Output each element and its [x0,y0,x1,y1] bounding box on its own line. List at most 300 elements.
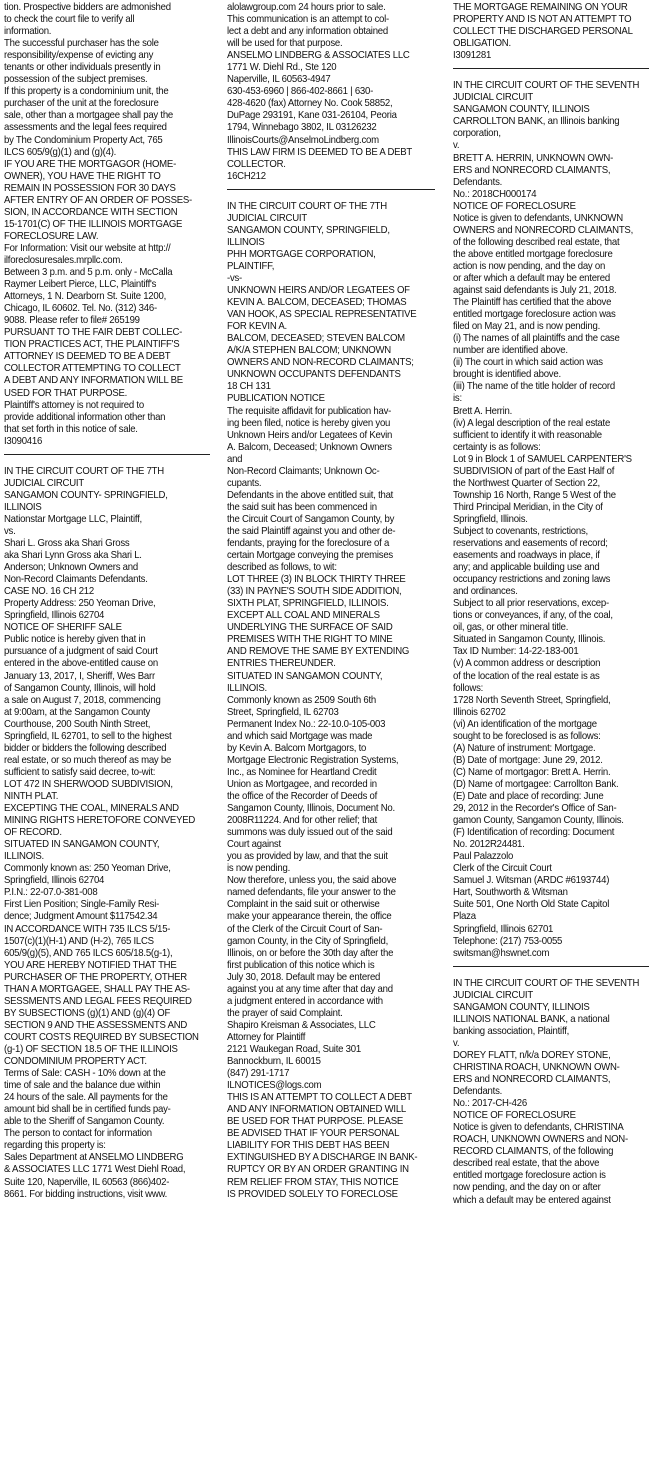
notice-text-line: IN THE CIRCUIT COURT OF THE SEVENTH [453,977,640,989]
notice-text-line: Public notice is hereby given that in [4,634,146,646]
notice-text-line: OF RECORD. [4,827,62,839]
notice-text-line: OWNERS AND NON-RECORD CLAIMANTS; [227,357,414,369]
notice-text-line: SION, IN ACCORDANCE WITH SECTION [4,206,178,218]
notice-text-line: able to the Sheriff of Sangamon County. [4,1116,165,1128]
notice-text-line: purchaser of the unit at the foreclosure [4,98,159,110]
notice-text-line: FORECLOSURE LAW. [4,230,99,242]
notice-text-line: easements and roadways in place, if [453,550,600,562]
notice-text-line: v. [453,140,460,152]
notice-text-line: now pending, and the day on or after [453,1182,601,1194]
notice-text-line: CASE NO. 16 CH 212 [4,586,94,598]
notice-text-line: SANGAMON COUNTY, ILLINOIS [453,1001,590,1013]
notice-text-line: oil, gas, or other mineral title. [453,622,569,634]
notice-text-line: occupancy restrictions and zoning laws [453,574,611,586]
notice-text-line: IN THE CIRCUIT COURT OF THE 7TH [227,200,387,212]
notice-text-line: summons was duly issued out of the said [227,827,393,839]
notice-text-line: Suite 501, One North Old State Capitol [453,899,610,911]
notice-text-line: SESSMENTS AND LEGAL FEES REQUIRED [4,995,192,1007]
notice-text-line: LOT THREE (3) IN BLOCK THIRTY THREE [227,574,406,586]
notice-text-line: named defendants, file your answer to the [227,887,396,899]
notice-text-line: 29, 2012 in the Recorder's Office of San- [453,803,617,815]
notice-text-line: possession of the subject premises. [4,74,148,86]
notice-text-line: action is now pending, and the day on [453,260,606,272]
notice-text-line: entitled mortgage foreclosure action was [453,309,616,321]
notice-text-line: PURSUANT TO THE FAIR DEBT COLLEC- [4,327,183,339]
notice-text-line: Plaza [453,911,476,923]
notice-text-line: RUPTCY OR BY AN ORDER GRANTING IN [227,1164,409,1176]
notice-text-line: to check the court file to verify all [4,14,135,26]
notice-text-line: ILLINOIS [4,501,42,513]
notice-text-line: Tax ID Number: 14-22-183-001 [453,646,579,658]
notice-text-line: ing been filed, notice is hereby given you [227,417,391,429]
notice-text-line: (v) A common address or description [453,658,601,670]
notice-text-line: Springfield, Illinois 62704 [4,875,105,887]
notice-text-line: The successful purchaser has the sole [4,38,159,50]
notice-text-line: v. [453,1037,460,1049]
notice-text-line: against you at any time after that day and [227,983,393,995]
notice-text-line: Hart, Southworth & Witsman [453,887,568,899]
notice-text-line: Notice is given to defendants, CHRISTINA [453,1122,624,1134]
notice-separator-rule [4,454,210,455]
notice-text-line: FOR KEVIN A. [227,321,287,333]
notice-text-line: real estate, or so much thereof as may be [4,754,172,766]
notice-text-line: and [227,453,243,465]
notice-text-line: ILLINOIS [227,236,265,248]
notice-text-line: dence; Judgment Amount $117542.34 [4,911,158,923]
notice-text-line: ILLINOIS. [227,682,267,694]
notice-text-line: SANGAMON COUNTY, SPRINGFIELD, [227,224,390,236]
notice-text-line: NOTICE OF SHERIFF SALE [4,622,122,634]
notice-text-line: Attorney for Plaintiff [227,1031,306,1043]
notice-text-line: Shapiro Kreisman & Associates, LLC [227,1019,376,1031]
notice-text-line: EXCEPTING THE COAL, MINERALS AND [4,803,179,815]
notice-text-line: entitled mortgage foreclosure action is [453,1170,606,1182]
notice-text-line: No.: 2018CH000174 [453,188,537,200]
notice-text-line: (B) Date of mortgage: June 29, 2012. [453,754,603,766]
notice-text-line: CARROLLTON BANK, an Illinois banking [453,116,620,128]
notice-text-line: the said Plaintiff against you and other de- [227,525,396,537]
notice-text-line: 428-4620 (fax) Attorney No. Cook 58852, [227,98,393,110]
notice-text-line: Lot 9 in Block 1 of SAMUEL CARPENTER'S [453,453,632,465]
legal-notice [4,2,210,448]
notice-text-line: Illinois, on or before the 30th day after the [227,947,394,959]
notice-text-line: REMAIN IN POSSESSION FOR 30 DAYS [4,182,176,194]
notice-text-line: The requisite affidavit for publication hav- [227,405,392,417]
notice-text-line: filed on May 21, and is now pending. [453,321,600,333]
notice-text-line: OBLIGATION. [453,38,511,50]
notice-text-line: IN THE CIRCUIT COURT OF THE SEVENTH [453,80,640,92]
notice-text-line: REM RELIEF FROM STAY, THIS NOTICE [227,1176,399,1188]
notice-text-line: -vs- [227,272,243,284]
notice-text-line: Attorneys, 1 N. Dearborn St. Suite 1200, [4,291,167,303]
notice-text-line: against said defendants is July 21, 2018. [453,285,617,297]
notice-text-line: COLLECTOR ATTEMPTING TO COLLECT [4,363,181,375]
notice-text-line: described as follows, to wit: [227,562,337,574]
notice-text-line: a sale on August 7, 2018, commencing [4,694,161,706]
notice-text-line: THAN A MORTGAGEE, SHALL PAY THE AS- [4,983,190,995]
notice-text-line: Third Principal Meridian, in the City of [453,501,603,513]
notice-text-line: of the Clerk of the Circuit Court of San- [227,923,383,935]
notice-text-line: the Northwest Quarter of Section 22, [453,477,600,489]
notice-text-line: Commonly known as: 250 Yeoman Drive, [4,863,171,875]
notice-text-line: RECORD CLAIMANTS, of the following [453,1146,614,1158]
notice-text-line: 9088. Please refer to file# 265199 [4,315,140,327]
notice-text-line: Springfield, Illinois 62701 [453,923,554,935]
legal-notice [453,80,649,959]
notice-text-line: JUDICIAL CIRCUIT [453,989,533,1001]
notice-text-line: 2008R11224. And for other relief; that [227,815,378,827]
notice-text-line: Union as Mortgagee, and recorded in [227,778,377,790]
notice-text-line: ILCS 605/9(g)(1) and (g)(4). [4,146,117,158]
notice-text-line: ATTORNEY IS DEEMED TO BE A DEBT [4,351,171,363]
notice-text-line: the said suit has been commenced in [227,501,377,513]
notice-text-line: For Information: Visit our website at http:// [4,242,171,254]
notice-text-line: Subject to covenants, restrictions, [453,525,588,537]
notice-text-line: SIXTH PLAT, SPRINGFIELD, ILLINOIS. [227,598,389,610]
notice-text-line: follows: [453,682,484,694]
notice-text-line: KEVIN A. BALCOM, DECEASED; THOMAS [227,297,407,309]
legal-notice [227,2,435,183]
notice-text-line: Illinois 62702 [453,706,506,718]
notice-text-line: The person to contact for information [4,1128,152,1140]
notice-text-line: the Circuit Court of Sangamon County, by [227,513,395,525]
legal-notice [227,201,435,1201]
notice-text-line: a judgment entered in accordance with [227,995,383,1007]
notice-text-line: gamon County, in the City of Springfield, [227,935,389,947]
notice-text-line: tion. Prospective bidders are admonished [4,2,171,13]
notice-text-line: THE MORTGAGE REMAINING ON YOUR [453,2,628,13]
notice-text-line: Inc., as Nominee for Heartland Credit [227,766,377,778]
notice-text-line: OWNER), YOU HAVE THE RIGHT TO [4,170,161,182]
notice-text-line: described real estate, that the above [453,1158,600,1170]
notice-text-line: Springfield, IL 62701, to sell to the highest [4,730,172,742]
notice-text-line: JUDICIAL CIRCUIT [227,212,307,224]
notice-text-line: SUBDIVISION of part of the East Half of [453,465,615,477]
notice-text-line: Situated in Sangamon County, Illinois. [453,634,606,646]
notice-text-line: make your appearance therein, the office [227,911,392,923]
notice-text-line: sought to be foreclosed is as follows: [453,730,601,742]
notice-text-line: ANSELMO LINDBERG & ASSOCIATES LLC [227,50,410,62]
notice-text-line: amount bid shall be in certified funds pay- [4,1104,171,1116]
legal-notice [453,2,649,62]
column-right [453,2,649,1207]
notice-text-line: Non-Record Claimants Defendants. [4,574,148,586]
notice-text-line: Now therefore, unless you, the said above [227,875,397,887]
notice-text-line: EXCEPT ALL COAL AND MINERALS [227,610,380,622]
notice-text-line: you as provided by law, and that the suit [227,851,388,863]
notice-text-line: ERS and NONRECORD CLAIMANTS, [453,164,611,176]
notice-text-line: SITUATED IN SANGAMON COUNTY, [4,839,160,851]
notice-text-line: Permanent Index No.: 22-10.0-105-003 [227,718,386,730]
notice-text-line: and which said Mortgage was made [227,730,373,742]
notice-text-line: Sangamon County, Illinois, Document No. [227,803,395,815]
notice-text-line: YOU ARE HEREBY NOTIFIED THAT THE [4,959,177,971]
notice-separator-rule [453,68,649,69]
notice-text-line: I3090416 [4,435,43,447]
notice-text-line: UNDERLYING THE SURFACE OF SAID [227,622,393,634]
notice-text-line: which a default may be entered against [453,1194,611,1206]
notice-text-line: Springfield, Illinois 62704 [4,610,105,622]
notice-text-line: Notice is given to defendants, UNKNOWN [453,212,623,224]
notice-text-line: is: [453,393,462,405]
notice-text-line: Chicago, IL 60602. Tel. No. (312) 346- [4,303,157,315]
notice-text-line: Between 3 p.m. and 5 p.m. only - McCalla [4,267,173,279]
notice-text-line: Defendants in the above entitled suit, that [227,489,394,501]
notice-text-line: (E) Date and place of recording: June [453,791,604,802]
notice-text-line: SECTION 9 AND THE ASSESSMENTS AND [4,1019,188,1031]
notice-text-line: VAN HOOK, AS SPECIAL REPRESENTATIVE [227,309,417,321]
notice-text-line: COURT COSTS REQUIRED BY SUBSECTION [4,1031,199,1043]
notice-text-line: provide additional information other than [4,411,166,423]
notice-text-line: CHRISTINA ROACH, UNKNOWN OWN- [453,1061,620,1073]
notice-text-line: THIS LAW FIRM IS DEEMED TO BE A DEBT [227,146,413,158]
notice-separator-rule [227,189,435,190]
notice-text-line: corporation, [453,128,501,140]
notice-text-line: A DEBT AND ANY INFORMATION WILL BE [4,375,183,387]
notice-text-line: (847) 291-1717 [227,1068,290,1080]
notice-text-line: vs. [4,525,16,537]
notice-text-line: ENTRIES THEREUNDER. [227,658,336,670]
notice-text-line: of Sangamon County, Illinois, will hold [4,682,156,694]
notice-text-line: Defendants. [453,176,503,188]
notice-text-line: SANGAMON COUNTY, ILLINOIS [453,104,590,116]
notice-text-line: BE USED FOR THAT PURPOSE. PLEASE [227,1116,404,1128]
notice-text-line: of the location of the real estate is as [453,670,600,682]
notice-text-line: lect a debt and any information obtained [227,26,388,38]
notice-text-line: Terms of Sale: CASH - 10% down at the [4,1068,166,1080]
notice-text-line: COLLECTOR. [227,158,286,170]
notice-text-line: USED FOR THAT PURPOSE. [4,387,128,399]
legal-notice [4,466,210,1201]
notice-text-line: COLLECT THE DISCHARGED PERSONAL [453,26,633,38]
notice-text-line: A. Balcom, Deceased; Unknown Owners [227,441,392,453]
notice-text-line: First Lien Position; Single-Family Resi- [4,899,160,911]
notice-text-line: and ordinances. [453,586,518,598]
notice-text-line: Courthouse, 200 South Ninth Street, [4,718,151,730]
notice-text-line: Suite 120, Naperville, IL 60563 (866)402- [4,1176,170,1188]
notice-text-line: Mortgage Electronic Registration Systems, [227,754,399,766]
notice-text-line: PREMISES WITH THE RIGHT TO MINE [227,634,393,646]
notice-text-line: that set forth in this notice of sale. [4,423,138,435]
notice-text-line: (F) Identification of recording: Document [453,827,615,839]
notice-text-line: (g-1) OF SECTION 18.5 OF THE ILLINOIS [4,1043,178,1055]
notice-text-line: MINING RIGHTS HERETOFORE CONVEYED [4,815,196,827]
notice-text-line: IN ACCORDANCE WITH 735 ILCS 5/15- [4,923,171,935]
notice-text-line: PHH MORTGAGE CORPORATION, [227,248,376,260]
notice-text-line: THIS IS AN ATTEMPT TO COLLECT A DEBT [227,1092,412,1104]
notice-text-line: This communication is an attempt to col- [227,14,389,26]
notice-text-line: (iv) A legal description of the real estate [453,417,611,429]
notice-text-line: the prayer of said Complaint. [227,1007,343,1019]
column-left [4,2,210,1201]
notice-text-line: (vi) An identification of the mortgage [453,718,597,730]
notice-text-line: at 9:00am, at the Sangamon County [4,706,151,718]
notice-text-line: by Kevin A. Balcom Mortgagors, to [227,742,367,754]
notice-text-line: Non-Record Claimants; Unknown Oc- [227,465,380,477]
notice-text-line: BY SUBSECTIONS (g)(1) AND (g)(4) OF [4,1007,171,1019]
notice-text-line: tions or conveyances, if any, of the coal, [453,610,613,622]
notice-text-line: Shari L. Gross aka Shari Gross [4,538,130,550]
notice-text-line: sale, other than a mortgagee shall pay the [4,110,174,122]
notice-text-line: PURCHASER OF THE PROPERTY, OTHER [4,971,187,983]
notice-text-line: assessments and the legal fees required [4,122,167,134]
notice-text-line: PUBLICATION NOTICE [227,393,325,405]
notice-text-line: ERS and NONRECORD CLAIMANTS, [453,1074,611,1086]
notice-text-line: switsman@hswnet.com [453,947,550,959]
notice-text-line: No. 2012R24481. [453,839,525,851]
notice-text-line: cupants. [227,477,262,489]
notice-text-line: AFTER ENTRY OF AN ORDER OF POSSES- [4,194,192,206]
notice-text-line: & ASSOCIATES LLC 1771 West Diehl Road, [4,1164,186,1176]
notice-text-line: Clerk of the Circuit Court [453,863,552,875]
notice-text-line: OWNERS and NONRECORD CLAIMANTS, [453,224,634,236]
notice-text-line: (i) The names of all plaintiffs and the case [453,333,620,345]
notice-text-line: (33) IN PAYNE'S SOUTH SIDE ADDITION, [227,586,402,598]
notice-text-line: Subject to all prior reservations, excep- [453,598,609,610]
notice-text-line: will be used for that purpose. [227,38,343,50]
notice-text-line: ILNOTICES@logs.com [227,1080,322,1092]
notice-text-line: Nationstar Mortgage LLC, Plaintiff, [4,513,142,525]
notice-text-line: Springfield, Illinois. [453,513,528,525]
notice-text-line: AND ANY INFORMATION OBTAINED WILL [227,1104,407,1116]
notice-text-line: NINTH PLAT. [4,791,59,802]
notice-text-line: P.I.N.: 22-07.0-381-008 [4,887,98,899]
notice-text-line: 1728 North Seventh Street, Springfield, [453,694,611,706]
notice-text-line: 630-453-6960 | 866-402-8661 | 630- [227,86,374,98]
notice-text-line: ilforeclosuresales.mrpllc.com. [4,254,123,266]
legal-notice [453,978,649,1207]
notice-text-line: IF YOU ARE THE MORTGAGOR (HOME- [4,158,177,170]
notice-text-line: PROPERTY AND IS NOT AN ATTEMPT TO [453,14,632,26]
notice-text-line: certainty is as follows: [453,441,541,453]
notice-text-line: SITUATED IN SANGAMON COUNTY, [227,670,383,682]
notice-text-line: I3091281 [453,50,492,62]
notice-text-line: If this property is a condominium unit, the [4,86,169,98]
notice-separator-rule [453,966,649,967]
notice-text-line: sufficient to satisfy said decree, to-wit: [4,766,156,778]
notice-text-line: EXTINGUISHED BY A DISCHARGE IN BANK- [227,1152,418,1164]
notice-text-line: The Plaintiff has certified that the above [453,297,612,309]
notice-text-line: (A) Nature of instrument: Mortgage. [453,742,596,754]
notice-text-line: (C) Name of mortgagor: Brett A. Herrin. [453,766,611,778]
notice-text-line: (D) Name of mortgagee: Carrollton Bank. [453,778,619,790]
notice-text-line: by The Condominium Property Act, 765 [4,134,163,146]
notice-text-line: 15-1701(C) OF THE ILLINOIS MORTGAGE [4,218,183,230]
notice-text-line: Street, Springfield, IL 62703 [227,706,339,718]
notice-text-line: BRETT A. HERRIN, UNKNOWN OWN- [453,152,614,164]
notice-text-line: sufficient to identify it with reasonable [453,429,602,441]
notice-text-line: Raymer Leibert Pierce, LLC, Plaintiff's [4,279,157,291]
notice-text-line: the above entitled mortgage foreclosure [453,248,613,260]
notice-text-line: Brett A. Herrin. [453,405,513,417]
notice-text-line: AND REMOVE THE SAME BY EXTENDING [227,646,410,658]
notice-text-line: alolawgroup.com 24 hours prior to sale. [227,2,386,13]
notice-text-line: Anderson; Unknown Owners and [4,562,138,574]
notice-text-line: BALCOM, DECEASED; STEVEN BALCOM [227,333,405,345]
notice-text-line: PLAINTIFF, [227,260,275,272]
notice-text-line: Township 16 North, Range 5 West of the [453,489,616,501]
notice-text-line: IS PROVIDED SOLELY TO FORECLOSE [227,1188,398,1200]
notice-text-line: the office of the Recorder of Deeds of [227,791,378,802]
notice-text-line: NOTICE OF FORECLOSURE [453,200,576,212]
notice-text-line: IllinoisCourts@AnselmoLindberg.com [227,134,379,146]
notice-text-line: DOREY FLATT, n/k/a DOREY STONE, [453,1049,611,1061]
notice-text-line: Naperville, IL 60563-4947 [227,74,331,86]
notice-text-line: Plaintiff's attorney is not required to [4,399,144,411]
notice-text-line: tenants or other individuals presently in [4,62,161,74]
notice-text-line: Sales Department at ANSELMO LINDBERG [4,1152,184,1164]
notice-text-line: TION PRACTICES ACT, THE PLAINTIFF'S [4,339,180,351]
notice-text-line: (iii) The name of the title holder of record [453,381,615,393]
column-middle [227,2,435,1201]
notice-text-line: aka Shari Lynn Gross aka Shari L. [4,550,142,562]
notice-text-line: NOTICE OF FORECLOSURE [453,1110,576,1122]
notice-text-line: July 30, 2018. Default may be entered [227,971,381,983]
notice-text-line: Bannockburn, IL 60015 [227,1056,321,1068]
notice-text-line: any; and applicable building use and [453,562,600,574]
notice-text-line: A/K/A STEPHEN BALCOM; UNKNOWN [227,345,392,357]
notice-text-line: No.: 2017-CH-426 [453,1098,527,1110]
notice-text-line: LIABILITY FOR THIS DEBT HAS BEEN [227,1140,390,1152]
notice-text-line: SANGAMON COUNTY- SPRINGFIELD, [4,489,168,501]
notice-text-line: 1771 W. Diehl Rd., Ste 120 [227,62,337,74]
notice-text-line: fendants, praying for the foreclosure of a [227,538,390,550]
notice-text-line: or after which a default may be entered [453,272,610,284]
notice-text-line: 16CH212 [227,170,266,182]
notice-text-line: UNKNOWN HEIRS AND/OR LEGATEES OF [227,285,410,297]
notice-text-line: Court against [227,839,281,851]
notice-text-line: DuPage 293191, Kane 031-26104, Peoria [227,110,397,122]
notice-text-line: reservations and easements of record; [453,538,608,550]
notice-text-line: 18 CH 131 [227,381,271,393]
notice-text-line: (ii) The court in which said action was [453,357,603,369]
notice-text-line: is now pending. [227,863,291,875]
notice-text-line: Telephone: (217) 753-0055 [453,935,563,947]
notice-text-line: entered in the above-entitled cause on [4,658,158,670]
notice-text-line: 1794, Winnebago 3802, IL 03126232 [227,122,377,134]
notice-text-line: Commonly known as 2509 South 6th [227,694,376,706]
notice-text-line: responsibility/expense of evicting any [4,50,154,62]
notice-text-line: CONDOMINIUM PROPERTY ACT. [4,1056,147,1068]
notice-text-line: LOT 472 IN SHERWOOD SUBDIVISION, [4,778,173,790]
notice-text-line: BE ADVISED THAT IF YOUR PERSONAL [227,1128,400,1140]
notice-text-line: first publication of this notice which is [227,959,375,971]
notice-text-line: brought is identified above. [453,369,561,381]
notice-text-line: Paul Palazzolo [453,851,514,863]
notice-text-line: JUDICIAL CIRCUIT [4,477,84,489]
notice-text-line: UNKNOWN OCCUPANTS DEFENDANTS [227,369,401,381]
notice-text-line: ROACH, UNKNOWN OWNERS and NON- [453,1134,628,1146]
notice-text-line: ILLINOIS NATIONAL BANK, a national [453,1013,610,1025]
notice-text-line: bidder or bidders the following described [4,742,167,754]
notice-text-line: IN THE CIRCUIT COURT OF THE 7TH [4,465,164,477]
notice-text-line: Property Address: 250 Yeoman Drive, [4,598,156,610]
notice-text-line: 8661. For bidding instructions, visit www. [4,1188,168,1200]
notice-text-line: 2121 Waukegan Road, Suite 301 [227,1043,361,1055]
notice-text-line: January 13, 2017, I, Sheriff, Wes Barr [4,670,155,682]
notice-text-line: Complaint in the said suit or otherwise [227,899,380,911]
notice-text-line: information. [4,26,52,38]
notice-text-line: time of sale and the balance due within [4,1080,161,1092]
notice-text-line: Unknown Heirs and/or Legatees of Kevin [227,429,393,441]
notice-text-line: 1507(c)(1)(H-1) AND (H-2), 765 ILCS [4,935,154,947]
notice-text-line: regarding this property is: [4,1140,106,1152]
notice-text-line: Defendants. [453,1086,503,1098]
notice-text-line: certain Mortgage conveying the premises [227,550,393,562]
notice-text-line: of the following described real estate, that [453,236,620,248]
notice-text-line: 24 hours of the sale. All payments for the [4,1092,168,1104]
notice-text-line: Samuel J. Witsman (ARDC #6193744) [453,875,610,887]
